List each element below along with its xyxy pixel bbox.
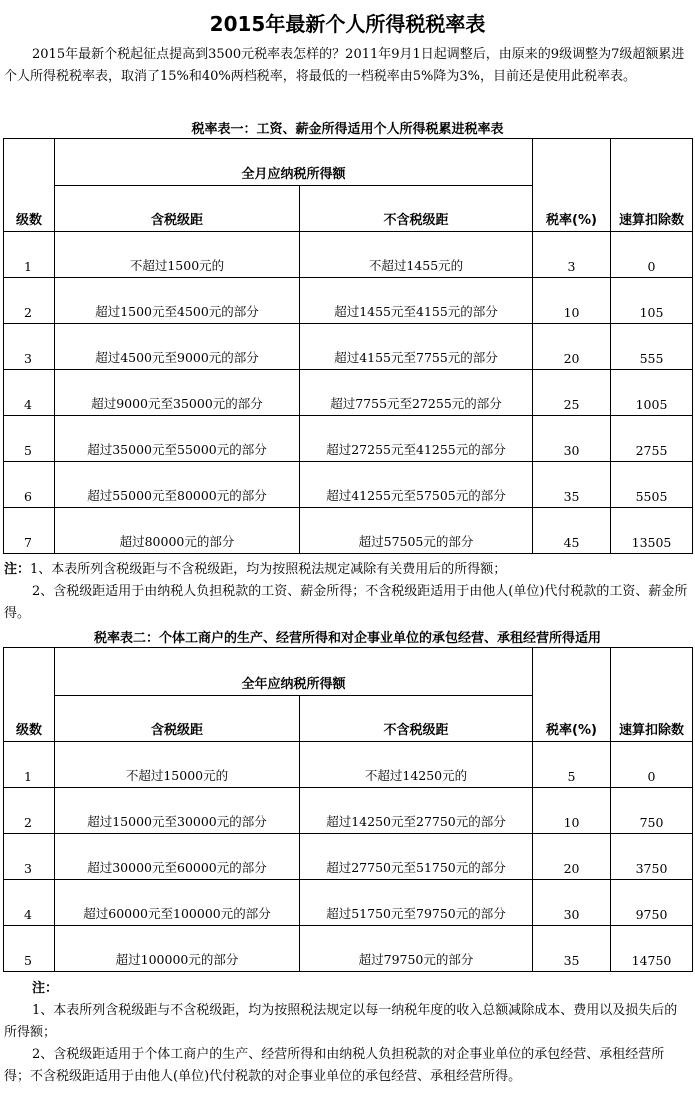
cell-excl: 超过27750元至51750元的部分 bbox=[300, 834, 533, 880]
cell-level: 1 bbox=[4, 232, 55, 278]
cell-excl: 超过41255元至57505元的部分 bbox=[300, 462, 533, 508]
cell-deduction: 13505 bbox=[611, 508, 693, 554]
cell-rate: 35 bbox=[533, 462, 611, 508]
cell-incl: 超过100000元的部分 bbox=[55, 926, 300, 972]
note-text: 1、本表所列含税级距与不含税级距，均为按照税法规定减除有关费用后的所得额； bbox=[30, 562, 507, 577]
table-row bbox=[4, 278, 693, 324]
tax-table-2 bbox=[3, 647, 693, 972]
cell-level: 1 bbox=[4, 742, 55, 788]
cell-rate: 10 bbox=[533, 278, 611, 324]
header-excl: 不含税级距 bbox=[300, 186, 533, 232]
cell-deduction: 14750 bbox=[611, 926, 693, 972]
header-rate: 税率(%) bbox=[533, 648, 611, 742]
cell-excl: 超过7755元至27255元的部分 bbox=[300, 370, 533, 416]
cell-excl: 超过57505元的部分 bbox=[300, 508, 533, 554]
note2-line1: 1、本表所列含税级距与不含税级距，均为按照税法规定以每一纳税年度的收入总额减除成本、费用以及损失后的所得额； bbox=[4, 1003, 678, 1040]
header-level: 级数 bbox=[4, 648, 55, 742]
note1-line1 bbox=[4, 559, 690, 581]
table-row bbox=[4, 370, 693, 416]
cell-excl: 超过1455元至4155元的部分 bbox=[300, 278, 533, 324]
header-excl: 不含税级距 bbox=[300, 696, 533, 742]
cell-excl: 不超过14250元的 bbox=[300, 742, 533, 788]
cell-rate: 20 bbox=[533, 834, 611, 880]
cell-incl: 超过60000元至100000元的部分 bbox=[55, 880, 300, 926]
header-rate: 税率(%) bbox=[533, 139, 611, 232]
cell-excl: 不超过1455元的 bbox=[300, 232, 533, 278]
cell-rate: 10 bbox=[533, 788, 611, 834]
cell-deduction: 3750 bbox=[611, 834, 693, 880]
note2-line2: 2、含税级距适用于个体工商户的生产、经营所得和由纳税人负担税款的对企事业单位的承包经营、承租经营所得；不含税级距适用于由他人(单位)代付税款的对企事业单位的承包经营、承租经营所得。 bbox=[4, 1047, 665, 1084]
cell-deduction: 750 bbox=[611, 788, 693, 834]
cell-incl: 不超过15000元的 bbox=[55, 742, 300, 788]
cell-level: 4 bbox=[4, 880, 55, 926]
cell-incl: 不超过1500元的 bbox=[55, 232, 300, 278]
table-row bbox=[4, 462, 693, 508]
table-row bbox=[4, 788, 693, 834]
table1-notes bbox=[4, 559, 690, 625]
cell-deduction: 0 bbox=[611, 232, 693, 278]
cell-level: 5 bbox=[4, 926, 55, 972]
cell-rate: 5 bbox=[533, 742, 611, 788]
header-group: 全月应纳税所得额 bbox=[55, 139, 533, 186]
table-row bbox=[4, 232, 693, 278]
cell-rate: 30 bbox=[533, 416, 611, 462]
intro-paragraph: 2015年最新个税起征点提高到3500元税率表怎样的？2011年9月1日起调整后，由原来的9级调整为7级超额累进个人所得税税率表，取消了15%和40%两档税率，将最低的一档税率由5%降为3%，目前还是使用此税率表。 bbox=[4, 47, 685, 84]
header-incl: 含税级距 bbox=[55, 186, 300, 232]
cell-incl: 超过1500元至4500元的部分 bbox=[55, 278, 300, 324]
table-row bbox=[4, 926, 693, 972]
note-label: 注： bbox=[32, 981, 59, 996]
cell-rate: 45 bbox=[533, 508, 611, 554]
cell-level: 3 bbox=[4, 324, 55, 370]
table-row bbox=[4, 742, 693, 788]
cell-rate: 20 bbox=[533, 324, 611, 370]
header-deduction: 速算扣除数 bbox=[611, 139, 693, 232]
cell-level: 3 bbox=[4, 834, 55, 880]
header-level: 级数 bbox=[4, 139, 55, 232]
header-incl: 含税级距 bbox=[55, 696, 300, 742]
cell-deduction: 1005 bbox=[611, 370, 693, 416]
cell-level: 5 bbox=[4, 416, 55, 462]
note2-label bbox=[4, 978, 690, 1000]
page-title: 2015年最新个人所得税税率表 bbox=[209, 12, 486, 36]
cell-level: 7 bbox=[4, 508, 55, 554]
note-label: 注： bbox=[4, 562, 31, 577]
cell-incl: 超过15000元至30000元的部分 bbox=[55, 788, 300, 834]
cell-incl: 超过80000元的部分 bbox=[55, 508, 300, 554]
cell-level: 2 bbox=[4, 278, 55, 324]
table2-notes bbox=[4, 978, 690, 1088]
table1-caption: 税率表一：工资、薪金所得适用个人所得税累进税率表 bbox=[191, 122, 504, 137]
cell-excl: 超过4155元至7755元的部分 bbox=[300, 324, 533, 370]
cell-deduction: 555 bbox=[611, 324, 693, 370]
tax-table-1 bbox=[3, 138, 693, 554]
table-row bbox=[4, 324, 693, 370]
cell-rate: 25 bbox=[533, 370, 611, 416]
note1-line2: 2、含税级距适用于由纳税人负担税款的工资、薪金所得；不含税级距适用于由他人(单位)代付税款的工资、薪金所得。 bbox=[4, 584, 688, 621]
table-row bbox=[4, 834, 693, 880]
cell-excl: 超过79750元的部分 bbox=[300, 926, 533, 972]
cell-deduction: 5505 bbox=[611, 462, 693, 508]
cell-deduction: 0 bbox=[611, 742, 693, 788]
table-row bbox=[4, 416, 693, 462]
cell-incl: 超过4500元至9000元的部分 bbox=[55, 324, 300, 370]
cell-deduction: 105 bbox=[611, 278, 693, 324]
cell-incl: 超过9000元至35000元的部分 bbox=[55, 370, 300, 416]
cell-rate: 35 bbox=[533, 926, 611, 972]
cell-level: 6 bbox=[4, 462, 55, 508]
cell-deduction: 2755 bbox=[611, 416, 693, 462]
header-deduction: 速算扣除数 bbox=[611, 648, 693, 742]
table-row bbox=[4, 508, 693, 554]
cell-incl: 超过30000元至60000元的部分 bbox=[55, 834, 300, 880]
cell-excl: 超过51750元至79750元的部分 bbox=[300, 880, 533, 926]
table-row bbox=[4, 880, 693, 926]
table2-caption: 税率表二：个体工商户的生产、经营所得和对企事业单位的承包经营、承租经营所得适用 bbox=[93, 631, 601, 646]
cell-excl: 超过14250元至27750元的部分 bbox=[300, 788, 533, 834]
cell-deduction: 9750 bbox=[611, 880, 693, 926]
cell-level: 2 bbox=[4, 788, 55, 834]
cell-incl: 超过35000元至55000元的部分 bbox=[55, 416, 300, 462]
cell-rate: 3 bbox=[533, 232, 611, 278]
cell-excl: 超过27255元至41255元的部分 bbox=[300, 416, 533, 462]
cell-incl: 超过55000元至80000元的部分 bbox=[55, 462, 300, 508]
cell-level: 4 bbox=[4, 370, 55, 416]
header-group: 全年应纳税所得额 bbox=[55, 648, 533, 696]
cell-rate: 30 bbox=[533, 880, 611, 926]
